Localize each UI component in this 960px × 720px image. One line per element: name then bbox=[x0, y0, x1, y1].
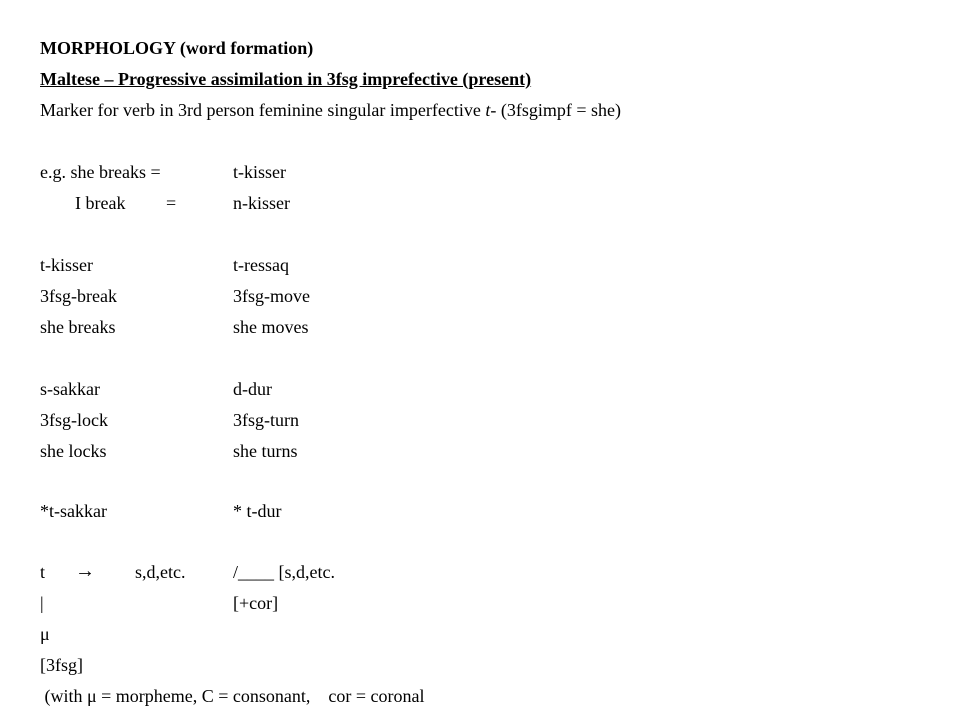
gloss2-row2-left: she locks bbox=[40, 441, 107, 461]
ungrammatical-right: * t-dur bbox=[233, 501, 282, 521]
rule-bar: | bbox=[40, 593, 44, 613]
rule-note: (with μ = morpheme, C = consonant, cor = coronal bbox=[40, 686, 425, 706]
gloss2-row0-left: s-sakkar bbox=[40, 379, 100, 399]
example-2-eq: = bbox=[166, 193, 177, 213]
gloss1-row1-right: 3fsg-move bbox=[233, 286, 310, 306]
gloss2-row2-right: she turns bbox=[233, 441, 298, 461]
example-1-left: she breaks = bbox=[70, 162, 161, 182]
title-paren: (word formation) bbox=[179, 38, 314, 58]
gloss1-row0-left: t-kisser bbox=[40, 255, 93, 275]
gloss1-row2-left: she breaks bbox=[40, 317, 116, 337]
gloss2-row1-right: 3fsg-turn bbox=[233, 410, 299, 430]
eg-label: e.g. bbox=[40, 162, 66, 182]
example-2-right: n-kisser bbox=[233, 193, 290, 213]
rule-output: s,d,etc. bbox=[135, 562, 186, 582]
marker-text-after: (3fsgimpf = she) bbox=[496, 100, 621, 120]
title-text: MORPHOLOGY bbox=[40, 38, 176, 58]
marker-italic: t- bbox=[485, 100, 497, 120]
arrow-icon: → bbox=[75, 560, 95, 582]
ungrammatical-left: *t-sakkar bbox=[40, 501, 107, 521]
marker-description bbox=[40, 99, 621, 121]
section-heading: Maltese – Progressive assimilation in 3fsg imprefective (present) bbox=[40, 69, 532, 89]
rule-mu: μ bbox=[40, 624, 50, 644]
rule-input: t bbox=[40, 562, 46, 582]
example-1-right: t-kisser bbox=[233, 162, 286, 182]
marker-text-before: Marker for verb in 3rd person feminine singular imperfective bbox=[40, 100, 486, 120]
gloss1-row1-left: 3fsg-break bbox=[40, 286, 117, 306]
example-2-left: I break bbox=[75, 193, 126, 213]
gloss2-row0-right: d-dur bbox=[233, 379, 272, 399]
gloss1-row2-right: she moves bbox=[233, 317, 309, 337]
rule-context: /____ [s,d,etc. bbox=[233, 562, 335, 582]
page-title bbox=[40, 37, 313, 59]
rule-morph: [3fsg] bbox=[40, 655, 83, 675]
rule-feature: [+cor] bbox=[233, 593, 279, 613]
gloss2-row1-left: 3fsg-lock bbox=[40, 410, 108, 430]
example-row-1 bbox=[40, 161, 161, 183]
gloss1-row0-right: t-ressaq bbox=[233, 255, 289, 275]
